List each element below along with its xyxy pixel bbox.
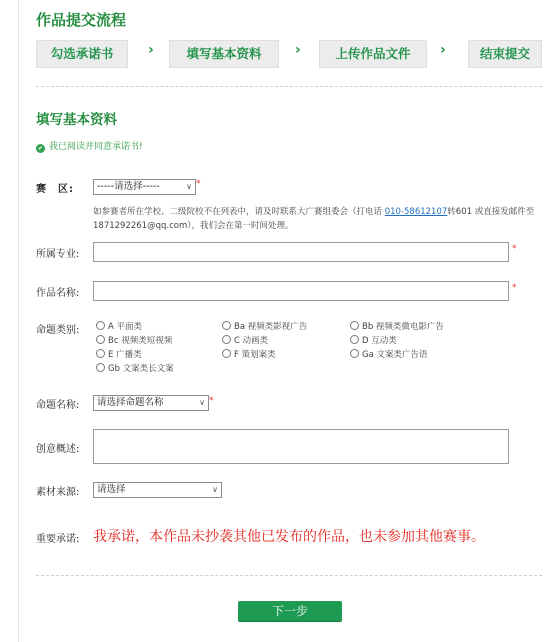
section-title: 填写基本资料	[36, 112, 117, 128]
step-agreement: 勾选承诺书	[36, 40, 128, 68]
topic-label: 命题名称:	[36, 400, 80, 411]
note-text: 如参赛者所在学校、二级院校不在列表中，请及时联系大广赛组委会（打电话	[93, 207, 385, 217]
category-option[interactable]	[222, 320, 307, 332]
radio-icon	[96, 363, 105, 372]
step-arrow-icon: ›	[295, 42, 301, 58]
region-select-value: -----请选择-----	[97, 181, 160, 192]
divider	[36, 86, 542, 87]
category-option-label: F 策划案类	[234, 350, 276, 360]
work-name-label: 作品名称:	[36, 288, 80, 299]
category-option-label: D 互动类	[362, 336, 397, 346]
category-option[interactable]	[222, 348, 276, 360]
check-circle-icon: ✔	[37, 145, 44, 152]
concept-textarea[interactable]	[93, 429, 509, 464]
category-option[interactable]	[96, 348, 142, 360]
pledge-text: 我承诺，本作品未抄袭其他已发布的作品，也未参加其他赛事。	[93, 529, 485, 545]
radio-icon	[222, 335, 231, 344]
chevron-down-icon: ∨	[212, 485, 218, 494]
radio-icon	[222, 349, 231, 358]
category-option-label: A 平面类	[108, 322, 143, 332]
work-name-input[interactable]	[93, 281, 509, 301]
chevron-down-icon: ∨	[199, 398, 205, 407]
note-text-rest: 转601 或直接发邮件至1871292261@qq.com），我们会在第一时间处理。	[93, 207, 535, 231]
radio-icon	[222, 321, 231, 330]
required-mark: *	[209, 396, 214, 406]
frame-border	[18, 0, 19, 642]
divider	[36, 575, 542, 576]
step-finish: 结束提交	[468, 40, 542, 68]
category-label: 命题类别:	[36, 325, 80, 336]
major-input[interactable]	[93, 242, 509, 262]
required-mark: *	[512, 244, 517, 254]
radio-icon	[96, 349, 105, 358]
region-label: 赛 区:	[36, 184, 74, 195]
region-select[interactable]	[93, 179, 196, 195]
agreement-status-text: 我已阅读并同意承诺书!	[49, 142, 143, 152]
next-button[interactable]: 下一步	[238, 601, 342, 621]
radio-icon	[350, 349, 359, 358]
source-label: 素材来源:	[36, 487, 80, 498]
category-option-label: Bb 视频类微电影广告	[362, 322, 444, 332]
pledge-label: 重要承诺:	[36, 534, 80, 545]
major-label: 所属专业:	[36, 249, 80, 260]
category-option[interactable]	[96, 334, 172, 346]
category-option-label: Ba 视频类影视广告	[234, 322, 308, 332]
step-basic-info: 填写基本资料	[169, 40, 279, 68]
step-arrow-icon: ›	[440, 42, 446, 58]
category-option-label: Ga 文案类广告语	[362, 350, 428, 360]
category-option-label: C 动画类	[234, 336, 269, 346]
region-note	[93, 205, 541, 233]
phone-link[interactable]: 010-58612107	[384, 207, 448, 217]
radio-icon	[350, 321, 359, 330]
category-option[interactable]	[350, 334, 397, 346]
agreement-status	[36, 139, 143, 153]
category-option[interactable]	[96, 320, 142, 332]
step-arrow-icon: ›	[148, 42, 154, 58]
required-mark: *	[512, 283, 517, 293]
source-select[interactable]	[93, 482, 222, 498]
radio-icon	[96, 335, 105, 344]
required-mark: *	[196, 179, 201, 189]
source-select-value: 请选择	[97, 484, 126, 495]
category-option-label: Bc 视频类短视频	[108, 336, 173, 346]
radio-icon	[96, 321, 105, 330]
step-upload-files: 上传作品文件	[319, 40, 427, 68]
category-option[interactable]	[96, 362, 174, 374]
category-option-label: Gb 文案类长文案	[108, 364, 174, 374]
category-option[interactable]	[222, 334, 268, 346]
topic-select[interactable]	[93, 395, 209, 411]
category-option-label: E 广播类	[108, 350, 142, 360]
step-bar	[36, 40, 540, 68]
topic-select-value: 请选择命题名称	[97, 397, 164, 408]
category-option[interactable]	[350, 320, 444, 332]
concept-label: 创意概述:	[36, 444, 80, 455]
page-title: 作品提交流程	[36, 11, 127, 29]
radio-icon	[350, 335, 359, 344]
category-option[interactable]	[350, 348, 428, 360]
chevron-down-icon: ∨	[186, 182, 192, 191]
